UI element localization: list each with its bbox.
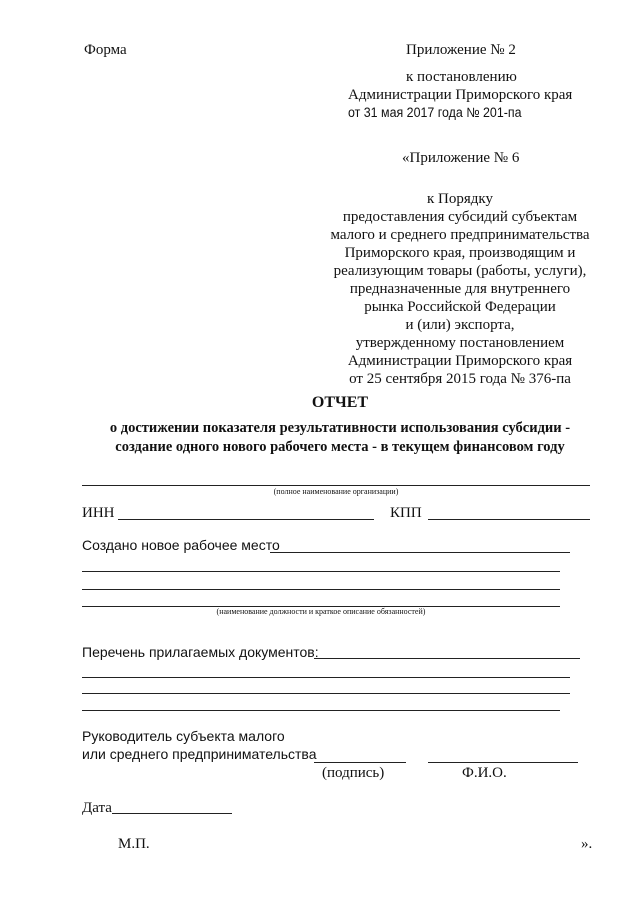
appendix6-line: Приморского края, производящим и [344, 245, 576, 261]
appendix6-line: от 25 сентября 2015 года № 376-па [349, 371, 571, 387]
resolution-line-2: Администрации Приморского края [348, 87, 573, 103]
stamp-label: М.П. [118, 836, 150, 852]
organization-caption: (полное наименование организации) [273, 487, 399, 496]
appendix6-text [320, 190, 600, 388]
new-job-label: Создано новое рабочее место [82, 537, 280, 553]
kpp-field[interactable] [428, 519, 590, 520]
appendix6-line: малого и среднего предпринимательства [330, 227, 590, 243]
appendix6-title: «Приложение № 6 [402, 150, 520, 166]
report-title: ОТЧЕТ [311, 394, 369, 411]
appendix6-line: реализующим товары (работы, услуги), [333, 263, 587, 279]
resolution-line-1: к постановлению [406, 69, 517, 85]
documents-field[interactable] [314, 658, 580, 659]
inn-label: ИНН [82, 505, 115, 521]
name-caption: Ф.И.О. [462, 765, 507, 781]
appendix-number: Приложение № 2 [406, 42, 516, 58]
appendix6-line: рынка Российской Федерации [364, 299, 556, 315]
signature-caption: (подпись) [322, 765, 385, 781]
documents-field-line-2[interactable] [82, 677, 570, 678]
new-job-field-line-3[interactable] [82, 589, 560, 590]
resolution-line-3: от 31 мая 2017 года № 201-па [348, 105, 522, 120]
report-subtitle-line-2: создание одного нового рабочего места - в текущем финансовом году [115, 439, 565, 455]
organization-name-field[interactable] [82, 485, 590, 486]
kpp-label: КПП [390, 505, 422, 521]
new-job-field-line-2[interactable] [82, 571, 560, 572]
report-subtitle [0, 419, 640, 457]
date-label: Дата [82, 800, 112, 816]
appendix6-line: и (или) экспорта, [405, 317, 515, 333]
appendix6-line: к Порядку [427, 191, 493, 207]
job-caption: (наименование должности и краткое описание обязанностей) [216, 607, 426, 616]
documents-label: Перечень прилагаемых документов: [82, 644, 319, 660]
appendix6-line: предоставления субсидий субъектам [342, 209, 578, 225]
report-subtitle-line-1: о достижении показателя результативности использования субсидии - [109, 420, 571, 436]
head-label-line-1: Руководитель субъекта малого [82, 728, 285, 744]
signature-field[interactable] [314, 762, 406, 763]
full-name-field[interactable] [428, 762, 578, 763]
appendix6-line: предназначенные для внутреннего [349, 281, 571, 297]
appendix6-line: Администрации Приморского края [347, 353, 573, 369]
head-label-line-2: или среднего предпринимательства [82, 746, 317, 762]
closing-quote-mark: ». [581, 836, 593, 852]
date-field[interactable] [112, 813, 232, 814]
inn-field[interactable] [118, 519, 374, 520]
appendix6-line: утвержденному постановлением [355, 335, 565, 351]
new-job-field[interactable] [270, 552, 570, 553]
documents-field-line-4[interactable] [82, 710, 560, 711]
documents-field-line-3[interactable] [82, 693, 570, 694]
form-label: Форма [84, 42, 127, 58]
